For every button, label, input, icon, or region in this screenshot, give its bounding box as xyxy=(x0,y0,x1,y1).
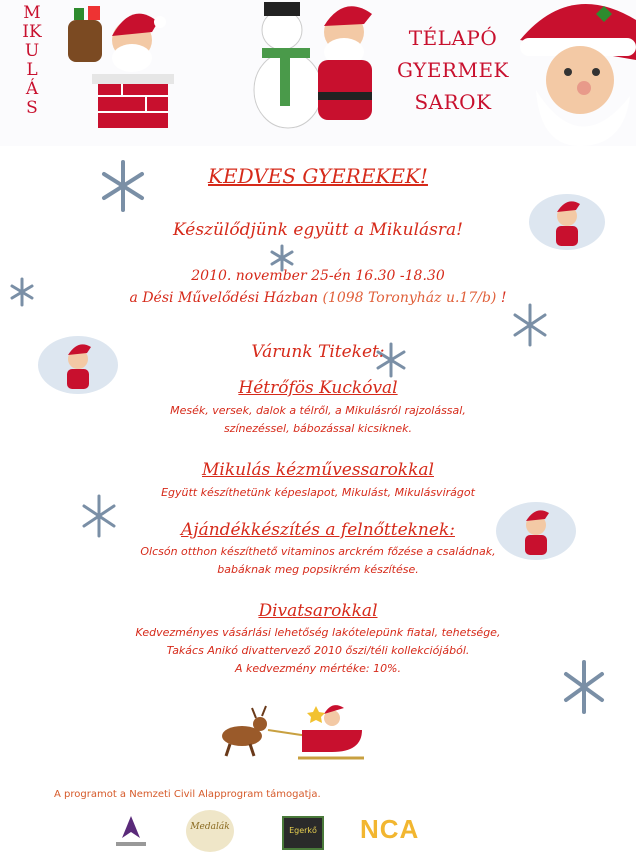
santa-chimney-illustration xyxy=(60,0,200,140)
section-line: Mesék, versek, dalok a télről, a Mikulásról rajzolással, xyxy=(170,404,466,417)
egerko-logo-text: Egerkő xyxy=(289,826,317,835)
header-title-line: TÉLAPÓ xyxy=(408,26,498,50)
snowflake-icon xyxy=(512,303,548,347)
nca-logo-text: NCA xyxy=(360,814,420,844)
welcome-line: Várunk Titeket: xyxy=(251,342,385,362)
section-line: Takács Anikó divattervező 2010 őszi/téli kollekciójából. xyxy=(166,644,470,657)
medalak-logo-text: Medalák xyxy=(190,822,230,832)
support-note: A programot a Nemzeti Civil Alapprogram támogatja. xyxy=(54,789,321,800)
section-title: Divatsarokkal xyxy=(258,601,378,621)
header-title-line: GYERMEK xyxy=(396,58,509,82)
section-title: Mikulás kézművessarokkal xyxy=(202,460,434,480)
nca-logo xyxy=(360,814,430,848)
invite-line: Készülődjünk együtt a Mikulásra! xyxy=(173,220,463,240)
association-logo xyxy=(110,812,152,850)
header-title xyxy=(388,22,518,118)
vertical-title: MIKULÁS xyxy=(22,3,42,118)
egerko-logo xyxy=(282,816,324,850)
santa-face-illustration xyxy=(500,0,636,146)
venue-end: ! xyxy=(496,290,507,306)
section-line: babáknak meg popsikrém készítése. xyxy=(217,563,419,576)
section-line: Olcsón otthon készíthető vitaminos arckrém főzése a családnak, xyxy=(140,545,496,558)
section-title: Hétrőfös Kuckóval xyxy=(238,378,398,398)
section-line: A kedvezmény mértéke: 10%. xyxy=(234,662,402,675)
section-line: színezéssel, bábozással kicsiknek. xyxy=(223,422,413,435)
event-venue xyxy=(40,290,596,306)
greeting-heading: KEDVES GYEREKEK! xyxy=(208,164,428,188)
snowman-santa-illustration xyxy=(240,0,390,140)
header-title-line: SAROK xyxy=(414,90,492,114)
section-title: Ajándékkészítés a felnőtteknek: xyxy=(181,520,455,540)
venue-name: a Dési Művelődési Házban xyxy=(129,290,319,306)
event-date: 2010. november 25-én 16.30 -18.30 xyxy=(191,268,445,284)
snowflake-icon xyxy=(10,277,34,307)
venue-address: (1098 Toronyház u.17/b) xyxy=(322,290,497,306)
medalak-logo xyxy=(186,810,234,852)
sleigh-reindeer-illustration xyxy=(212,700,372,762)
section-line: Kedvezményes vásárlási lehetőség lakótelepünk fiatal, tehetsége, xyxy=(135,626,501,639)
section-line: Együtt készíthetünk képeslapot, Mikulást, Mikulásvirágot xyxy=(161,486,475,499)
